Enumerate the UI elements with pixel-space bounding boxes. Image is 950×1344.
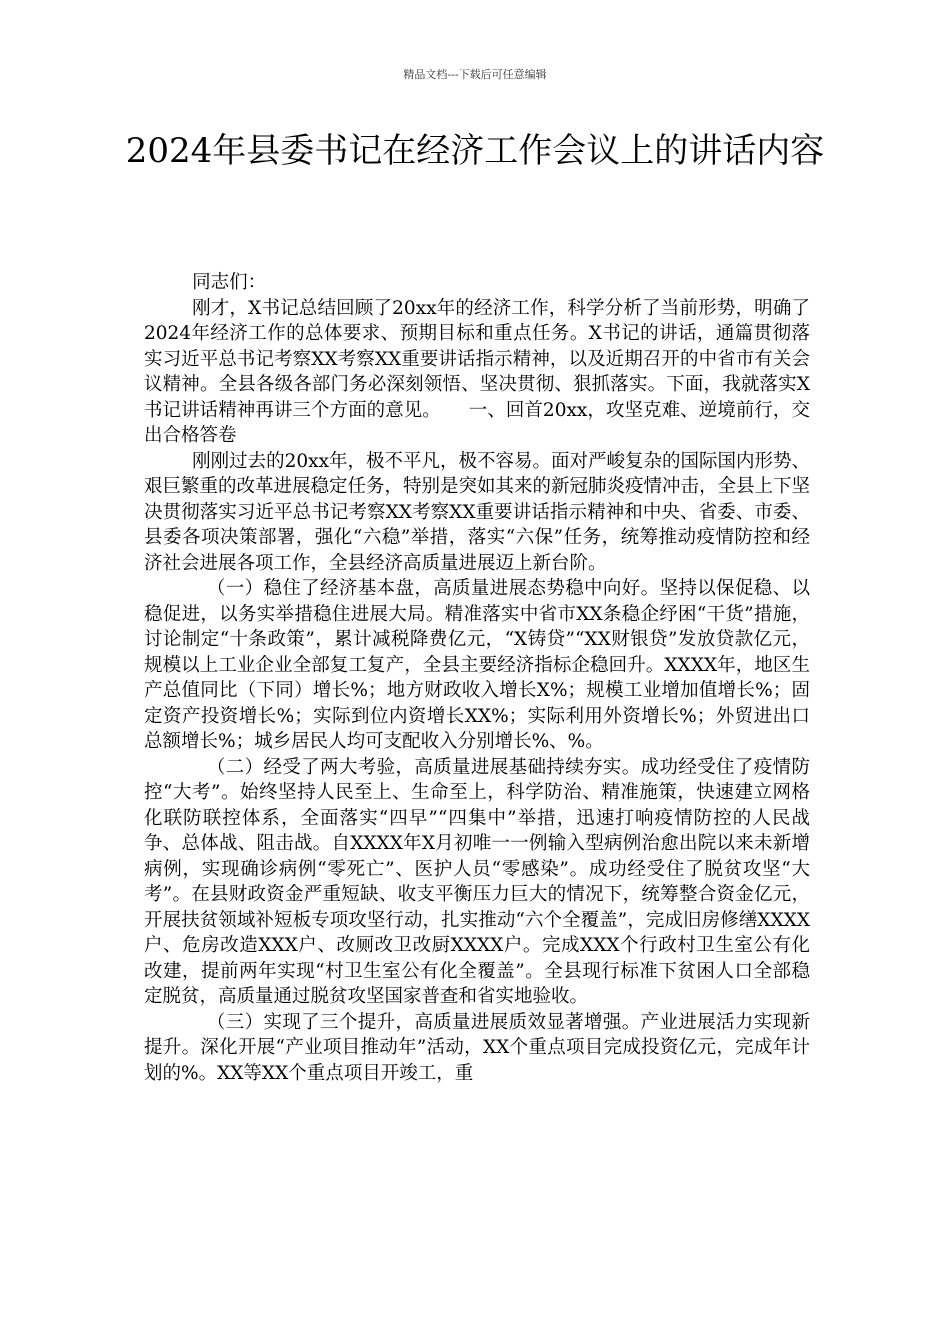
- page-title: 2024年县委书记在经济工作会议上的讲话内容: [125, 131, 825, 171]
- paragraph-intro: 刚才，X书记总结回顾了20xx年的经济工作，科学分析了当前形势，明确了2024年经济工作的总体要求、预期目标和重点任务。X书记的讲话，通篇贯彻落实习近平总书记考察XX考察XX重要讲话指示精神，以及近期召开的中省市有关会议精神。全县各级各部门务必深刻领悟、坚决贯彻、狠抓落实。下面，我就落实X书记讲话精神再讲三个方面的意见。 一、回首20xx，攻坚克难、逆境前行，交出合格答卷: [144, 297, 810, 446]
- salutation: 同志们：: [192, 272, 267, 293]
- paragraph-section-3: （三）实现了三个提升，高质量进展质效显著增强。产业进展活力实现新提升。深化开展“产业项目推动年”活动，XX个重点项目完成投资亿元，完成年计划的%。XX等XX个重点项目开竣工，重: [144, 1011, 810, 1084]
- paragraph-section-1: （一）稳住了经济基本盘，高质量进展态势稳中向好。坚持以保促稳、以稳促进，以务实举措稳住进展大局。精准落实中省市XX条稳企纾困“干货”措施，讨论制定“十条政策”，累计减税降费亿元，“X铸贷”“XX财银贷”发放贷款亿元，规模以上工业企业全部复工复产，全县主要经济指标企稳回升。XXXX年，地区生产总值同比（下同）增长%；地方财政收入增长X%；规模工业增加值增长%；固定资产投资增长%；实际到位内资增长XX%；实际利用外资增长%；外贸进出口总额增长%；城乡居民人均可支配收入分别增长%、%。: [144, 578, 810, 752]
- paragraph-review: 刚刚过去的20xx年，极不平凡，极不容易。面对严峻复杂的国际国内形势、艰巨繁重的改革进展稳定任务，特别是突如其来的新冠肺炎疫情冲击，全县上下坚决贯彻落实习近平总书记考察XX考察XX重要讲话指示精神和中央、省委、市委、县委各项决策部署，强化“六稳”举措，落实“六保”任务，统筹推动疫情防控和经济社会进展各项工作，全县经济高质量进展迈上新台阶。: [144, 450, 811, 574]
- header-note: 精品文档---下载后可任意编辑: [403, 68, 547, 81]
- document-body: [144, 270, 810, 1086]
- paragraph-section-2: （二）经受了两大考验，高质量进展基础持续夯实。成功经受住了疫情防控“大考”。始终坚持人民至上、生命至上，科学防治、精准施策，快速建立网格化联防联控体系，全面落实“四早”“四集中”举措，迅速打响疫情防控的人民战争、总体战、阻击战。自XXXX年X月初唯一一例输入型病例治愈出院以来未新增病例，实现确诊病例“零死亡”、医护人员“零感染”。成功经受住了脱贫攻坚“大考”。在县财政资金严重短缺、收支平衡压力巨大的情况下，统筹整合资金亿元，开展扶贫领域补短板专项攻坚行动，扎实推动“六个全覆盖”，完成旧房修缮XXXX户、危房改造XXX户、改厕改卫改厨XXXX户。完成XXX个行政村卫生室公有化改建，提前两年实现“村卫生室公有化全覆盖”。全县现行标准下贫困人口全部稳定脱贫，高质量通过脱贫攻坚国家普查和省实地验收。: [144, 756, 810, 1007]
